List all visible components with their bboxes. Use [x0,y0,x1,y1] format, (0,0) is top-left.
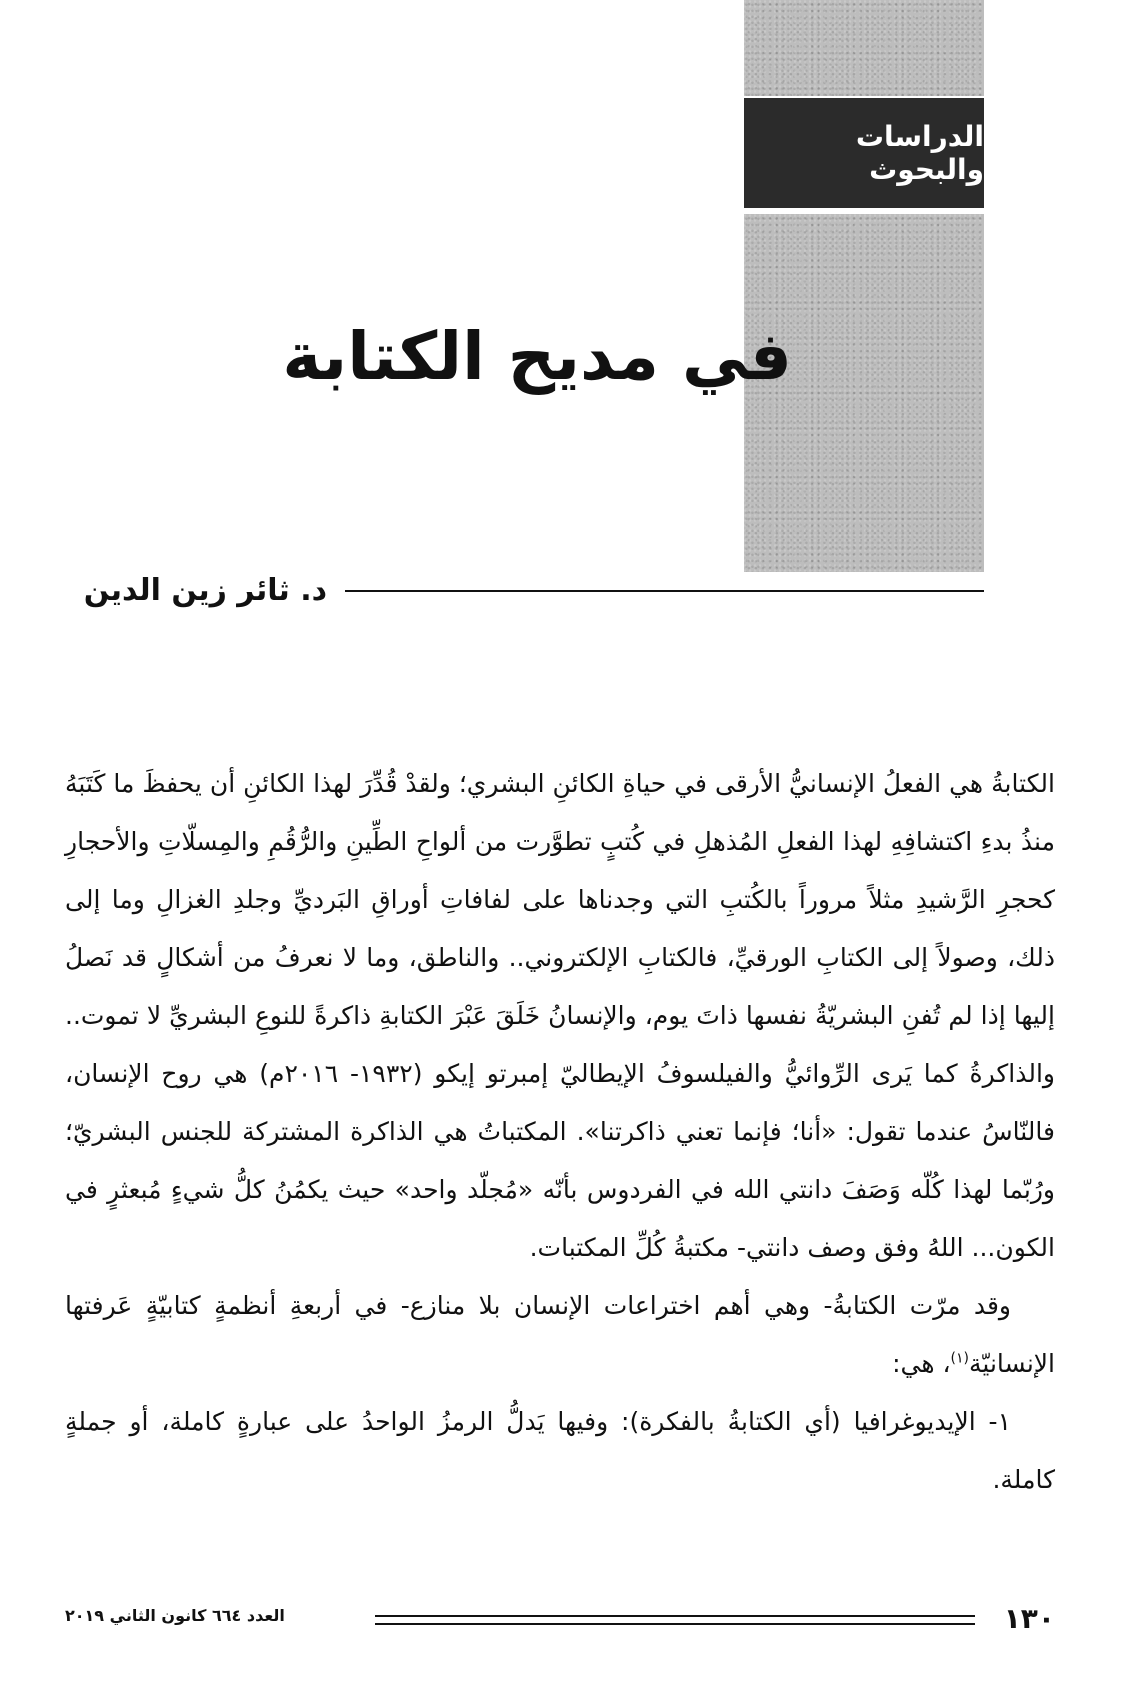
article-title: في مديح الكتابة [282,318,792,395]
issue-info: العدد ٦٦٤ كانون الثاني ٢٠١٩ [65,1606,285,1625]
section-label [744,98,984,208]
paragraph: الكتابةُ هي الفعلُ الإنسانيُّ الأرقى في حياةِ الكائنِ البشري؛ ولقدْ قُدِّرَ لهذا الكائنِ أن يحفظَ ما كَتَبَهُ منذُ بدءِ اكتشافِهِ لهذا الفعلِ المُذهلِ في كُتبٍ تطوَّرت من ألواحِ الطِّينِ والرُّقُمِ والمِسلّاتِ والأحجارِ كحجرِ الرَّشيدِ مثلاً مروراً بالكُتبِ التي وجدناها على لفافاتِ أوراقِ البَرديِّ وجلدِ الغزالِ وما إلى ذلك، وصولاً إلى الكتابِ الورقيِّ، فالكتابِ الإلكتروني.. والناطق، وما لا نعرفُ من أشكالٍ قد نَصلُ إليها إذا لم تُفنِ البشريّةُ نفسها ذاتَ يوم، والإنسانُ خَلَقَ عَبْرَ الكتابةِ ذاكرةً للنوعِ البشريِّ لا تموت.. والذاكرةُ كما يَرى الرِّوائيُّ والفيلسوفُ الإيطاليّ إمبرتو إيكو (١٩٣٢- ٢٠١٦م) هي روح الإنسان، فالنّاسُ عندما تقول: «أنا؛ فإنما تعني ذاكرتنا». المكتباتُ هي الذاكرة المشتركة للجنس البشريّ؛ ورُبّما لهذا كُلّه وَصَفَ دانتي الله في الفردوس بأنّه «مُجلّد واحد» حيث يكمُنُ كلُّ شيءٍ مُبعثرٍ في الكون... اللهُ وفق وصف دانتي- مكتبةُ كُلِّ المكتبات. [65,769,1055,1262]
article-body [65,755,1055,1509]
paragraph-text-end: ، هي: [892,1349,951,1378]
author-divider [345,590,984,592]
section-label-text: الدراسات والبحوث [855,120,984,186]
paragraph [65,1277,1055,1393]
page-footer [65,1602,1055,1636]
paragraph: ١- الإيديوغرافيا (أي الكتابةُ بالفكرة): وفيها يَدلُّ الرمزُ الواحدُ على عبارةٍ كاملة، أو جملةٍ كاملة. [65,1407,1055,1494]
page-number: ١٣٠ [1003,1602,1055,1635]
footer-divider [375,1615,975,1625]
footnote-reference[interactable]: (١) [950,1350,969,1367]
author-name: د. ثائر زين الدين [83,573,327,608]
decorative-gray-block-top [744,0,984,96]
paragraph-text: وقد مرّت الكتابةُ- وهي أهم اختراعات الإنسان بلا منازع- في أربعةِ أنظمةٍ كتابيّةٍ عَرفتها الإنسانيّة [65,1291,1055,1378]
